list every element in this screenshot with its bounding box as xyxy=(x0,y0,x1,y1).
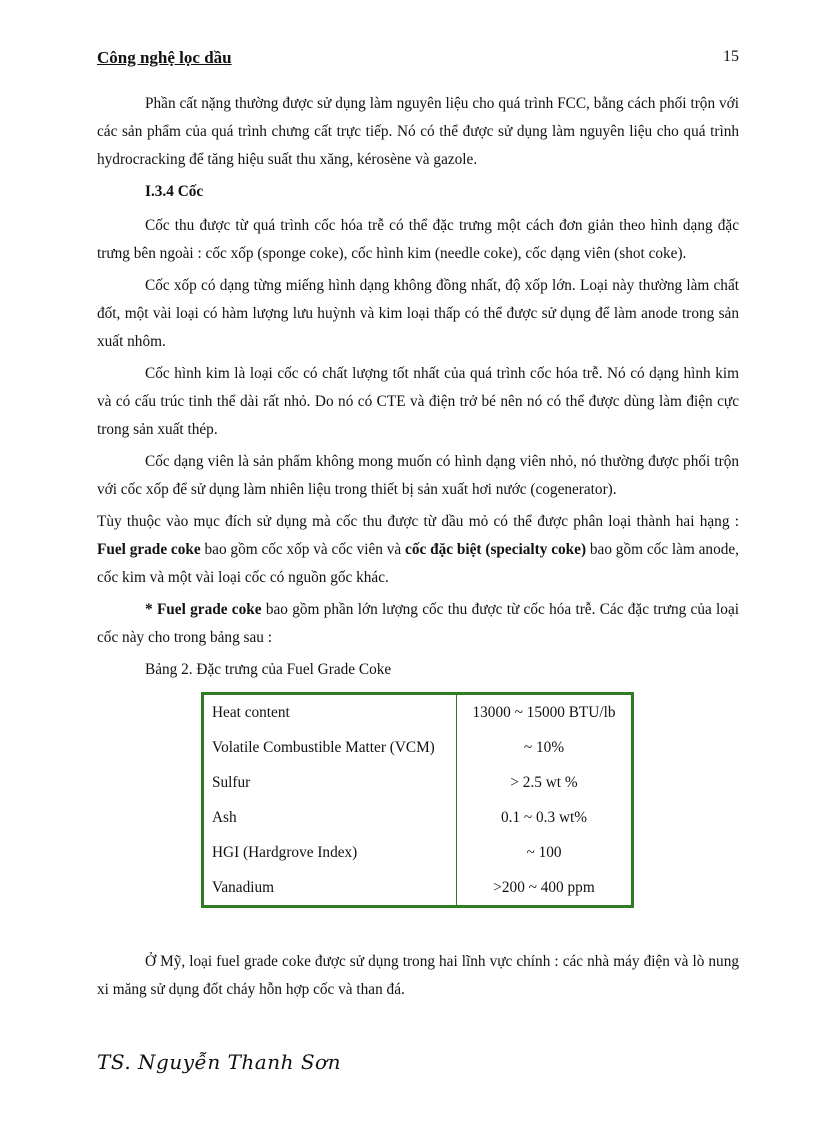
table-row xyxy=(203,870,633,907)
value-cell: ~ 100 xyxy=(526,844,562,861)
property-cell: Sulfur xyxy=(203,765,457,800)
paragraph: Ở Mỹ, loại fuel grade coke được sử dụng trong hai lĩnh vực chính : các nhà máy điện và lò nung xi măng sử dụng đốt cháy hỗn hợp cốc và than đá. xyxy=(97,953,739,998)
table-body xyxy=(203,694,633,907)
paragraph: Phần cất nặng thường được sử dụng làm nguyên liệu cho quá trình FCC, bằng cách phối trộn với các sản phẩm của quá trình chưng cất trực tiếp. Nó có thể được sử dụng làm nguyên liệu cho quá trình hydrocracking để tăng hiệu suất thu xăng, kérosène và gazole. xyxy=(97,95,739,168)
text-run: bao gồm phần lớn lượng cốc thu được từ cốc hóa trễ. Các đặc trưng của loại cốc này cho trong bảng sau : xyxy=(97,601,739,646)
paragraph: Cốc xốp có dạng từng miếng hình dạng không đồng nhất, độ xốp lớn. Loại này thường làm chất đốt, một vài loại có hàm lượng lưu huỳnh và kim loại thấp có thể được sử dụng để làm anode trong sản xuất nhôm. xyxy=(97,277,739,350)
text-run: bao gồm cốc xốp và cốc viên và xyxy=(200,541,406,558)
page-header-title: Công nghệ lọc dầu xyxy=(97,48,232,67)
bold-term: Fuel grade coke xyxy=(97,541,201,558)
paragraph: Cốc dạng viên là sản phẩm không mong muốn có hình dạng viên nhỏ, nó thường được phối trộn với cốc xốp để sử dụng làm nhiên liệu trong thiết bị sản xuất hơi nước (cogenerator). xyxy=(97,453,739,498)
property-cell: HGI (Hardgrove Index) xyxy=(203,835,457,870)
page-number: 15 xyxy=(723,48,739,65)
bold-term: * Fuel grade coke xyxy=(145,601,262,618)
table-row xyxy=(203,730,633,765)
table-row xyxy=(203,765,633,800)
paragraph: Cốc hình kim là loại cốc có chất lượng tốt nhất của quá trình cốc hóa trễ. Nó có dạng hình kim và có cấu trúc tinh thể dài rất nhỏ. Do nó có CTE và điện trở bé nên nó có thể được dùng làm điện cực trong sản xuất thép. xyxy=(97,365,739,438)
paragraph: Cốc thu được từ quá trình cốc hóa trễ có thể đặc trưng một cách đơn giản theo hình dạng đặc trưng bên ngoài : cốc xốp (sponge coke), cốc hình kim (needle coke), cốc dạng viên (shot coke). xyxy=(97,217,739,262)
property-cell: Volatile Combustible Matter (VCM) xyxy=(203,730,457,765)
table-row xyxy=(203,800,633,835)
property-cell: Heat content xyxy=(203,694,457,731)
fuel-grade-coke-table xyxy=(201,692,634,908)
text-run: Tùy thuộc vào mục đích sử dụng mà cốc thu được từ dầu mỏ có thể được phân loại thành hai hạng : xyxy=(97,513,739,530)
paragraph-fuel-grade xyxy=(97,596,739,652)
table-caption: Bảng 2. Đặc trưng của Fuel Grade Coke xyxy=(145,661,392,678)
footer-author: TS. Nguyễn Thanh Sơn xyxy=(97,1050,341,1074)
table-row xyxy=(203,835,633,870)
document-body xyxy=(97,90,739,1008)
bold-term: cốc đặc biệt (specialty coke) xyxy=(405,541,587,558)
property-cell: Ash xyxy=(203,800,457,835)
paragraph-classification xyxy=(97,508,739,592)
section-heading: I.3.4 Cốc xyxy=(145,183,204,200)
value-cell: > 2.5 wt % xyxy=(510,774,578,791)
value-cell: 0.1 ~ 0.3 wt% xyxy=(500,809,588,826)
text-run: bao gồm cốc làm anode, cốc kim và một vài loại cốc có nguồn gốc khác. xyxy=(97,541,739,586)
value-cell: 13000 ~ 15000 BTU/lb xyxy=(472,704,616,721)
property-cell: Vanadium xyxy=(203,870,457,907)
value-cell: >200 ~ 400 ppm xyxy=(493,879,595,896)
table-row xyxy=(203,694,633,731)
value-cell: ~ 10% xyxy=(523,739,565,756)
